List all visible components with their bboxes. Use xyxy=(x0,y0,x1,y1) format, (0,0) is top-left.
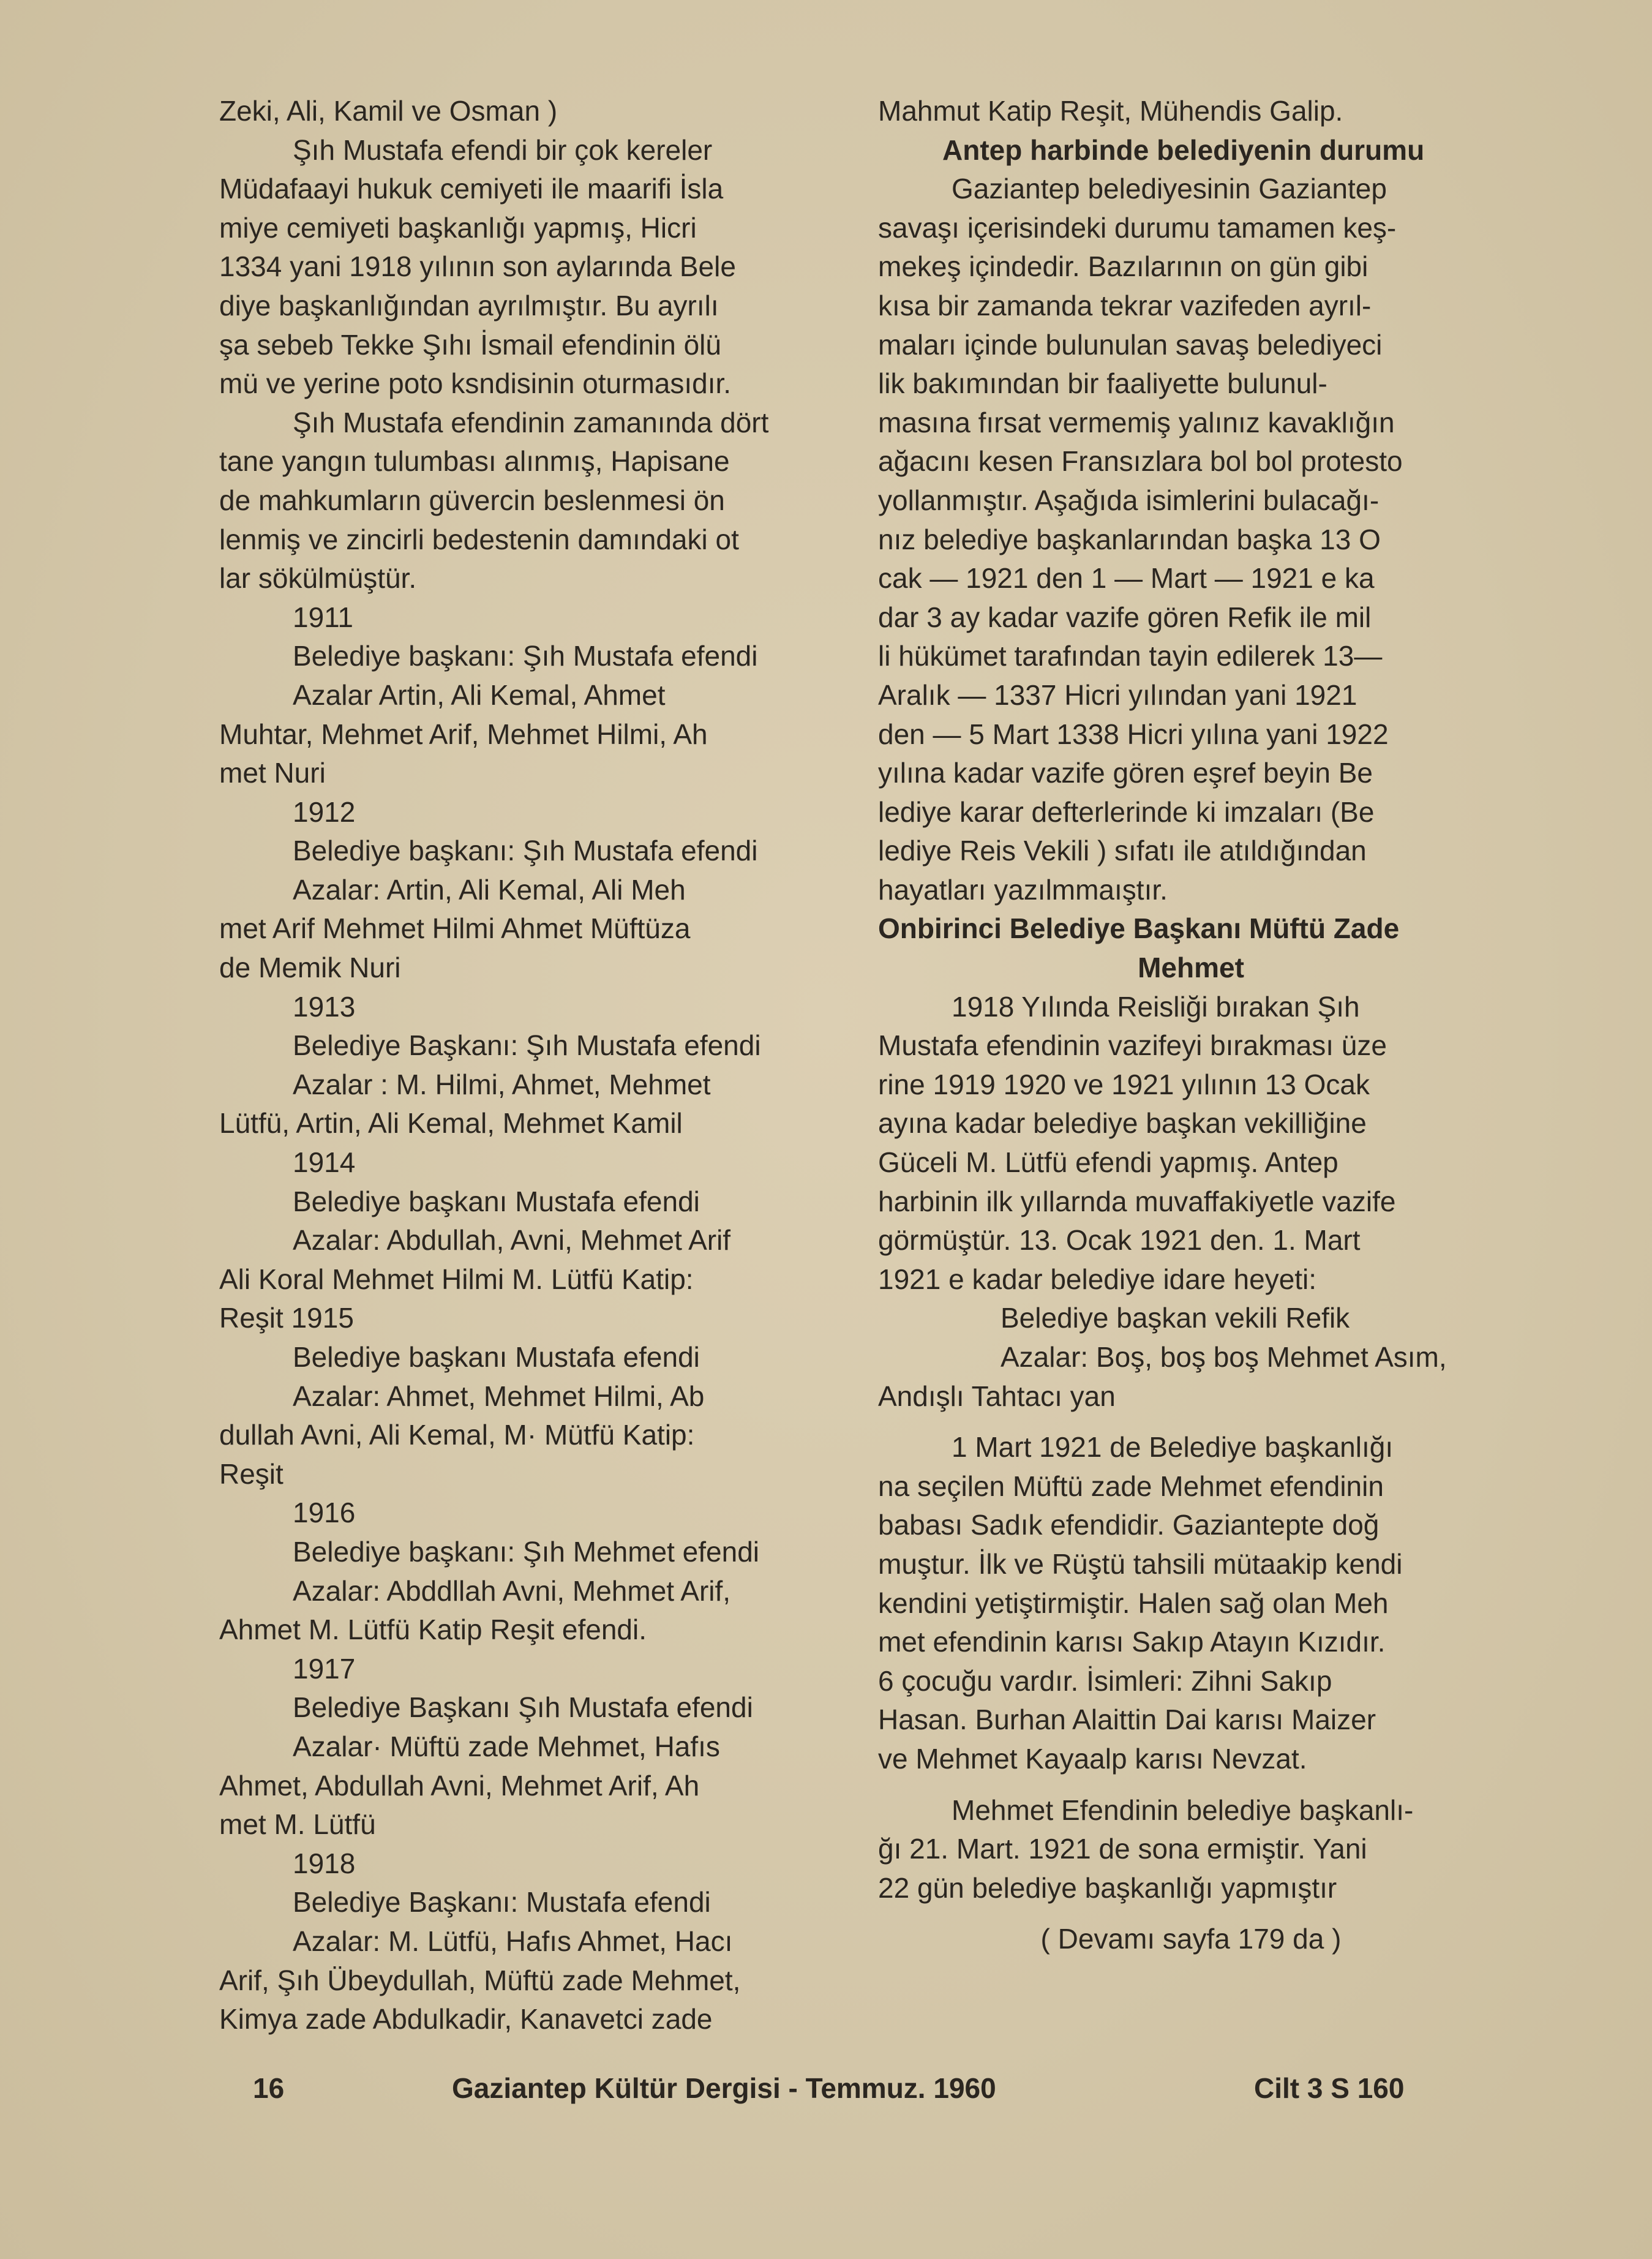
left-text-line: 1917 xyxy=(293,1652,356,1685)
right-text-line: ayına kadar belediye başkan vekilliğine xyxy=(878,1107,1367,1140)
right-text-line: muştur. İlk ve Rüştü tahsili mütaakip kendi xyxy=(878,1547,1403,1580)
section-heading: Onbirinci Belediye Başkanı Müftü Zade xyxy=(878,912,1400,945)
left-text-line: Belediye başkanı: Şıh Mustafa efendi xyxy=(293,640,758,672)
left-text-line: mü ve yerine poto ksndisinin oturmasıdır. xyxy=(219,367,732,400)
right-text-line: lediye Reis Vekili ) sıfatı ile atıldığından xyxy=(878,835,1367,867)
right-text-line: savaşı içerisindeki durumu tamamen keş- xyxy=(878,211,1397,244)
right-text-line: 6 çocuğu vardır. İsimleri: Zihni Sakıp xyxy=(878,1664,1332,1697)
left-text-line: 1911 xyxy=(293,601,353,633)
right-text-line: 1 Mart 1921 de Belediye başkanlığı xyxy=(952,1431,1394,1464)
right-text-line: kendini yetiştirmiştir. Halen sağ olan Meh xyxy=(878,1587,1389,1619)
right-text-line: Mahmut Katip Reşit, Mühendis Galip. xyxy=(878,95,1343,127)
right-column xyxy=(878,92,1504,1959)
left-text-line: Belediye Başkanı: Şıh Mustafa efendi xyxy=(293,1029,761,1062)
left-text-line: Azalar: Abddllah Avni, Mehmet Arif, xyxy=(293,1574,731,1607)
left-text-line: Azalar: M. Lütfü, Hafıs Ahmet, Hacı xyxy=(293,1925,733,1957)
right-text-line: Aralık — 1337 Hicri yılından yani 1921 xyxy=(878,678,1357,711)
left-text-line: Azalar: Artin, Ali Kemal, Ali Meh xyxy=(293,873,686,906)
left-text-line: 1918 xyxy=(293,1847,356,1879)
left-text-line: Zeki, Ali, Kamil ve Osman ) xyxy=(219,95,558,127)
left-text-line: lenmiş ve zincirli bedestenin damındaki ot xyxy=(219,523,739,555)
left-text-line: lar sökülmüştür. xyxy=(219,562,417,595)
right-text-line: Güceli M. Lütfü efendi yapmış. Antep xyxy=(878,1146,1338,1179)
right-text-line: ve Mehmet Kayaalp karısı Nevzat. xyxy=(878,1742,1307,1775)
left-text-line: Belediye başkanı Mustafa efendi xyxy=(293,1341,700,1373)
left-text-line: Ali Koral Mehmet Hilmi M. Lütfü Katip: xyxy=(219,1263,694,1295)
right-text-line: ağacını kesen Fransızlara bol bol protesto xyxy=(878,445,1403,478)
right-text-line: yollanmıştır. Aşağıda isimlerini bulacağı- xyxy=(878,484,1380,516)
left-text-line: Şıh Mustafa efendinin zamanında dört xyxy=(293,406,769,438)
magazine-title: Gaziantep Kültür Dergisi - Temmuz. 1960 xyxy=(452,2072,996,2104)
paragraph-gap xyxy=(878,1779,1504,1791)
issue-number: Cilt 3 S 160 xyxy=(1254,2072,1405,2104)
left-text-line: Azalar: Ahmet, Mehmet Hilmi, Ab xyxy=(293,1380,705,1412)
right-text-line: Azalar: Boş, boş boş Mehmet Asım, xyxy=(1001,1341,1447,1373)
right-text-line: li hükümet tarafından tayin edilerek 13— xyxy=(878,640,1383,672)
left-text-line: Belediye başkanı: Şıh Mustafa efendi xyxy=(293,835,758,867)
left-text-line: şa sebeb Tekke Şıhı İsmail efendinin ölü xyxy=(219,328,721,361)
page-number: 16 xyxy=(253,2072,285,2104)
left-text-line: Müdafaayi hukuk cemiyeti ile maarifi İsla xyxy=(219,173,724,205)
left-text-line: Ahmet M. Lütfü Katip Reşit efendi. xyxy=(219,1614,647,1646)
left-text-line: Azalar : M. Hilmi, Ahmet, Mehmet xyxy=(293,1068,711,1100)
left-text-line: Azalar: Abdullah, Avni, Mehmet Arif xyxy=(293,1224,731,1257)
right-text-line: 1918 Yılında Reisliği bırakan Şıh xyxy=(952,990,1360,1023)
right-text-line: cak — 1921 den 1 — Mart — 1921 e ka xyxy=(878,562,1375,595)
right-text-line: hayatları yazılmmaıştır. xyxy=(878,873,1168,906)
left-column xyxy=(219,92,845,2039)
left-text-line: met Nuri xyxy=(219,757,326,789)
left-text-line: Azalar Artin, Ali Kemal, Ahmet xyxy=(293,678,666,711)
left-text-line: Belediye başkanı Mustafa efendi xyxy=(293,1185,700,1217)
left-text-line: Belediye Başkanı: Mustafa efendi xyxy=(293,1886,711,1919)
left-text-line: Belediye Başkanı Şıh Mustafa efendi xyxy=(293,1691,753,1724)
right-text-line: görmüştür. 13. Ocak 1921 den. 1. Mart xyxy=(878,1224,1361,1257)
left-text-line: de mahkumların güvercin beslenmesi ön xyxy=(219,484,725,516)
left-text-line: miye cemiyeti başkanlığı yapmış, Hicri xyxy=(219,211,697,244)
section-heading: Antep harbinde belediyenin durumu xyxy=(942,133,1425,166)
right-text-line: Hasan. Burhan Alaittin Dai karısı Maizer xyxy=(878,1704,1376,1736)
left-text-line: de Memik Nuri xyxy=(219,952,401,984)
right-text-line: ( Devamı sayfa 179 da ) xyxy=(1040,1923,1342,1955)
left-text-line: diye başkanlığından ayrılmıştır. Bu ayrılı xyxy=(219,289,719,321)
right-text-line: Andışlı Tahtacı yan xyxy=(878,1380,1116,1412)
paragraph-gap xyxy=(878,1416,1504,1428)
left-text-line: dullah Avni, Ali Kemal, M· Mütfü Katip: xyxy=(219,1419,695,1451)
left-text-line: Muhtar, Mehmet Arif, Mehmet Hilmi, Ah xyxy=(219,718,708,750)
left-text-line: Belediye başkanı: Şıh Mehmet efendi xyxy=(293,1535,760,1568)
left-text-line: Lütfü, Artin, Ali Kemal, Mehmet Kamil xyxy=(219,1107,683,1140)
section-heading: Mehmet xyxy=(1138,952,1244,984)
right-text-line: lik bakımından bir faaliyette bulunul- xyxy=(878,367,1327,400)
left-text-line: 1916 xyxy=(293,1497,356,1529)
right-text-line: kısa bir zamanda tekrar vazifeden ayrıl- xyxy=(878,289,1372,321)
right-text-line: nız belediye başkanlarından başka 13 O xyxy=(878,523,1381,555)
right-text-line: yılına kadar vazife gören eşref beyin Be xyxy=(878,757,1373,789)
right-text-line: ğı 21. Mart. 1921 de sona ermiştir. Yani xyxy=(878,1833,1367,1865)
right-text-line: lediye karar defterlerinde ki imzaları (Be xyxy=(878,795,1375,828)
right-text-line: dar 3 ay kadar vazife gören Refik ile mil xyxy=(878,601,1372,633)
right-text-line: 22 gün belediye başkanlığı yapmıştır xyxy=(878,1871,1337,1904)
right-text-line: mekeş içindedir. Bazılarının on gün gibi xyxy=(878,250,1369,283)
left-text-line: 1914 xyxy=(293,1146,356,1179)
left-text-line: Şıh Mustafa efendi bir çok kereler xyxy=(293,133,713,166)
right-text-line: harbinin ilk yıllarnda muvaffakiyetle vazife xyxy=(878,1185,1396,1217)
right-text-line: masına fırsat vermemiş yalınız kavaklığın xyxy=(878,406,1395,438)
right-text-line: rine 1919 1920 ve 1921 yılının 13 Ocak xyxy=(878,1068,1370,1100)
left-text-line: Azalar· Müftü zade Mehmet, Hafıs xyxy=(293,1730,720,1762)
left-text-line: Arif, Şıh Übeydullah, Müftü zade Mehmet, xyxy=(219,1964,741,1996)
right-text-line: Gaziantep belediyesinin Gaziantep xyxy=(952,173,1387,205)
right-text-line: Mehmet Efendinin belediye başkanlı- xyxy=(952,1794,1414,1826)
left-text-line: 1912 xyxy=(293,795,356,828)
right-text-line: den — 5 Mart 1338 Hicri yılına yani 1922 xyxy=(878,718,1389,750)
right-text-line: 1921 e kadar belediye idare heyeti: xyxy=(878,1263,1317,1295)
left-text-line: met M. Lütfü xyxy=(219,1808,376,1841)
left-text-line: Reşit xyxy=(219,1457,283,1490)
right-text-line: babası Sadık efendidir. Gaziantepte doğ xyxy=(878,1509,1380,1541)
right-text-line: na seçilen Müftü zade Mehmet efendinin xyxy=(878,1470,1384,1502)
right-text-line: Mustafa efendinin vazifeyi bırakması üze xyxy=(878,1029,1387,1062)
left-text-line: tane yangın tulumbası alınmış, Hapisane xyxy=(219,445,730,478)
left-text-line: met Arif Mehmet Hilmi Ahmet Müftüza xyxy=(219,912,691,945)
right-text-line: met efendinin karısı Sakıp Atayın Kızıdır. xyxy=(878,1626,1386,1658)
left-text-line: 1334 yani 1918 yılının son aylarında Bele xyxy=(219,250,736,283)
left-text-line: 1913 xyxy=(293,990,356,1023)
page-footer xyxy=(219,2072,1444,2111)
paragraph-gap xyxy=(878,1908,1504,1920)
left-text-line: Ahmet, Abdullah Avni, Mehmet Arif, Ah xyxy=(219,1769,700,1802)
right-text-line: maları içinde bulunulan savaş belediyeci xyxy=(878,328,1383,361)
right-text-line: Belediye başkan vekili Refik xyxy=(1001,1302,1350,1334)
left-text-line: Kimya zade Abdulkadir, Kanavetci zade xyxy=(219,2003,713,2035)
left-text-line: Reşit 1915 xyxy=(219,1302,354,1334)
